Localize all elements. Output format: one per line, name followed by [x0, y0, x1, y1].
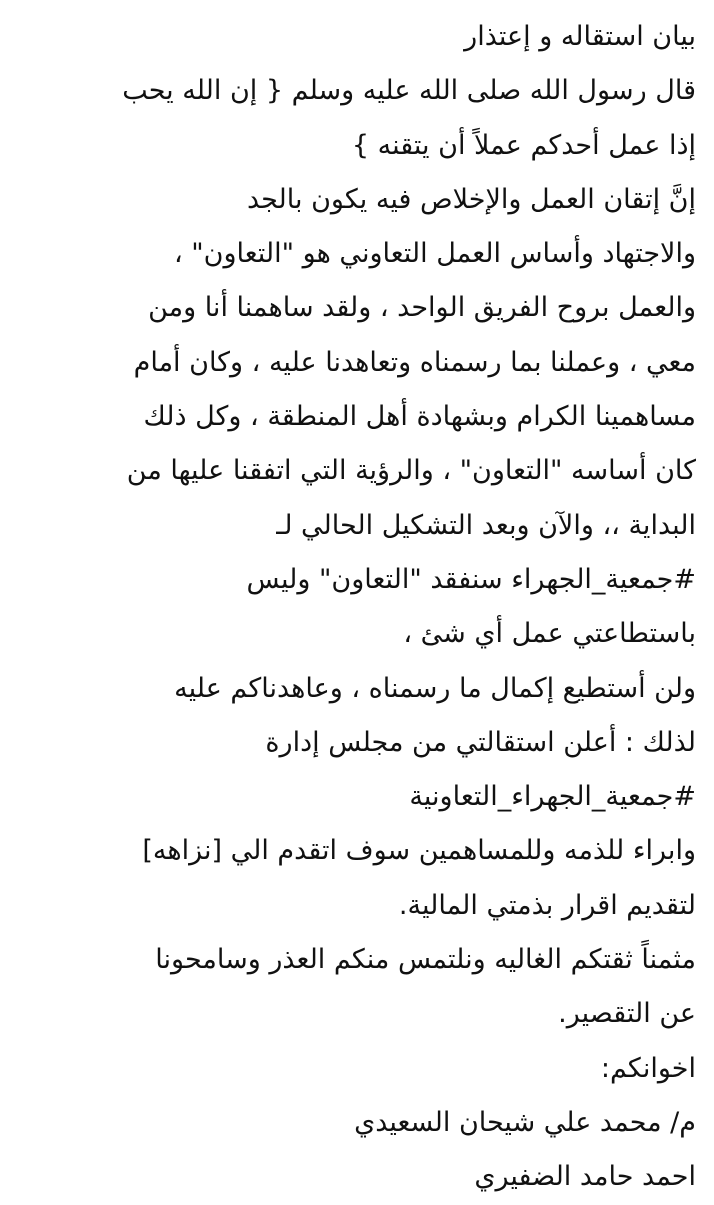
- hadith-line-2: إذا عمل أحدكم عملاً أن يتقنه }: [351, 129, 696, 161]
- body-line: مساهمينا الكرام وبشهادة أهل المنطقة ، وكل ذلك: [143, 401, 696, 433]
- body-line: وابراء للذمه وللمساهمين سوف اتقدم الي [نزاهه]: [142, 835, 696, 867]
- body-line: والاجتهاد وأساس العمل التعاوني هو "التعاون" ،: [173, 238, 696, 270]
- closing-line: عن التقصير.: [558, 998, 696, 1030]
- body-line: لتقديم اقرار بذمتي المالية.: [398, 889, 696, 921]
- body-line: ولن أستطيع إكمال ما رسمناه ، وعاهدناكم عليه: [174, 672, 696, 704]
- body-line: كان أساسه "التعاون" ، والرؤية التي اتفقنا عليها من: [126, 455, 696, 487]
- body-line: إنَّ إتقان العمل والإخلاص فيه يكون بالجد: [246, 183, 696, 215]
- hashtag-line: #جمعية_الجهراء_التعاونية: [409, 781, 696, 813]
- signatory-name: م/ محمد علي شيحان السعيدي: [354, 1106, 696, 1138]
- statement-title: بيان استقاله و إعتذار: [464, 21, 696, 52]
- signatory-name: احمد حامد الضفيري: [474, 1161, 696, 1193]
- body-line: باستطاعتي عمل أي شئ ،: [403, 618, 696, 650]
- body-line: البداية ،، والآن وبعد التشكيل الحالي لـ: [276, 509, 696, 541]
- resignation-announcement: لذلك : أعلن استقالتي من مجلس إدارة: [265, 726, 696, 758]
- hadith-line-1: قال رسول الله صلى الله عليه وسلم { إن الله يحب: [122, 75, 696, 107]
- body-line: والعمل بروح الفريق الواحد ، ولقد ساهمنا أنا ومن: [148, 292, 696, 324]
- hashtag-line: #جمعية_الجهراء سنفقد "التعاون" وليس: [246, 563, 696, 595]
- closing-line: مثمناً ثقتكم الغاليه ونلتمس منكم العذر وسامحونا: [155, 944, 696, 976]
- body-line: معي ، وعملنا بما رسمناه وتعاهدنا عليه ، وكان أمام: [133, 346, 696, 378]
- signoff-label: اخوانكم:: [600, 1052, 696, 1084]
